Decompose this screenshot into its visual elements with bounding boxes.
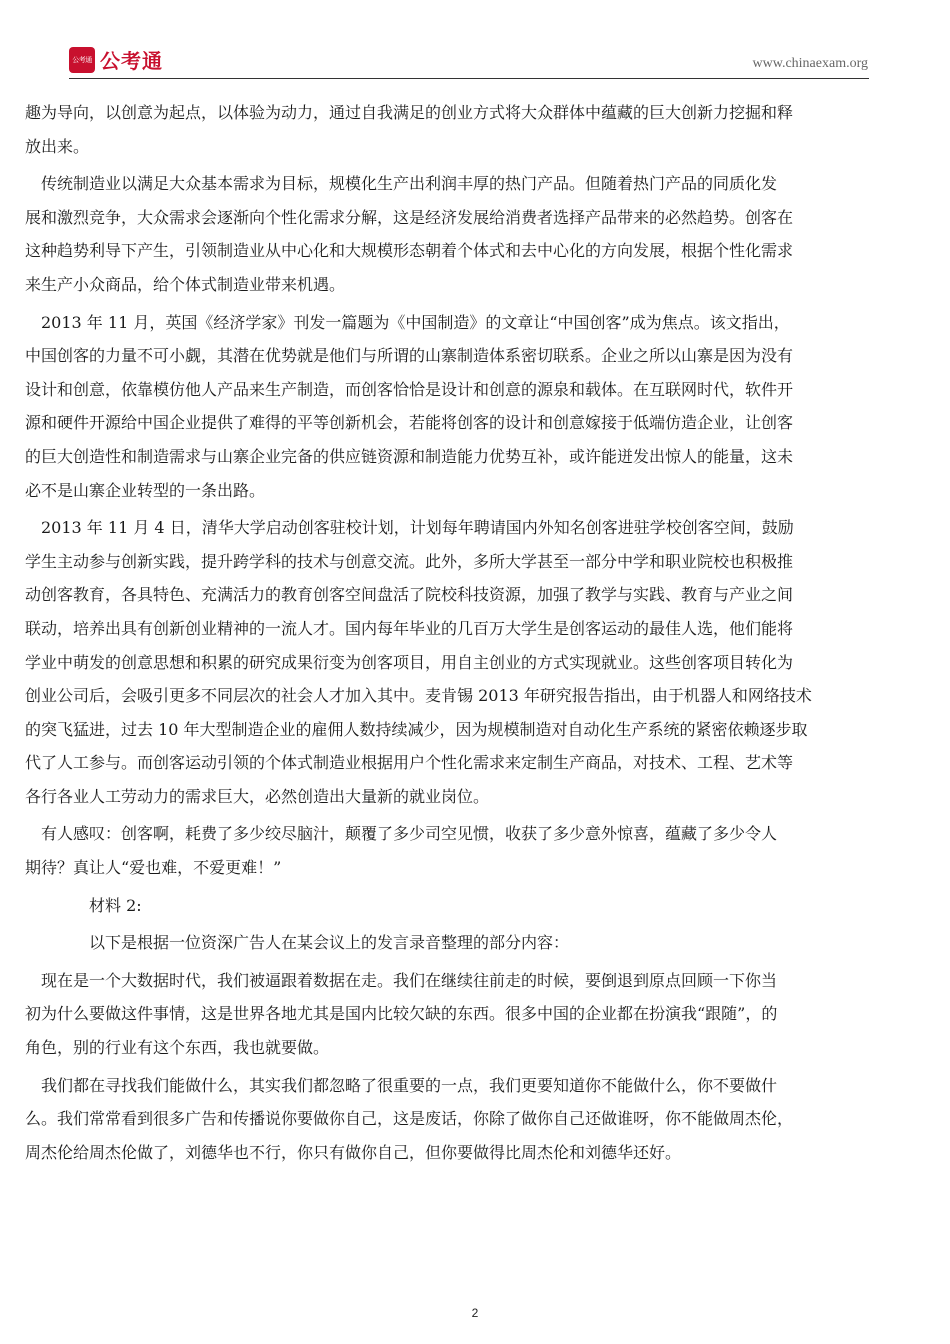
site-url-link[interactable]: www.chinaexam.org xyxy=(752,56,868,71)
text-line: 学业中萌发的创意思想和积累的研究成果衍变为创客项目，用自主创业的方式实现就业。这些创客项目转化为 xyxy=(25,652,794,672)
text-line: 设计和创意，依靠模仿他人产品来生产制造，而创客恰恰是设计和创意的源泉和载体。在互联网时代，软件开 xyxy=(25,379,794,399)
paragraph-p2 xyxy=(25,167,837,301)
text-line: 初为什么要做这件事情，这是世界各地尤其是国内比较欠缺的东西。很多中国的企业都在扮演我“跟随”，的 xyxy=(25,1004,778,1024)
paragraph-p9 xyxy=(25,1069,837,1170)
paragraph-p8 xyxy=(25,964,837,1065)
text-line: 来生产小众商品，给个体式制造业带来机遇。 xyxy=(25,274,346,294)
paragraph-p4 xyxy=(25,511,837,813)
text-line: 趣为导向，以创意为起点，以体验为动力，通过自我满足的创业方式将大众群体中蕴藏的巨大创新力挖掘和释 xyxy=(25,103,794,122)
text-line: 这种趋势利导下产生，引领制造业从中心化和大规模形态朝着个体式和去中心化的方向发展，根据个性化需求 xyxy=(25,241,794,261)
page-header xyxy=(0,0,950,80)
text-line: 传统制造业以满足大众基本需求为目标，规模化生产出利润丰厚的热门产品。但随着热门产品的同质化发 xyxy=(25,174,778,194)
document-body xyxy=(25,96,837,1173)
text-line: 必不是山寨企业转型的一条出路。 xyxy=(25,480,266,500)
text-line: 有人感叹：创客啊，耗费了多少绞尽脑汁，颠覆了多少司空见惯，收获了多少意外惊喜，蕴藏了多少令人 xyxy=(25,824,778,844)
text-line: 源和硬件开源给中国企业提供了难得的平等创新机会，若能将创客的设计和创意嫁接于低端仿造企业，让创客 xyxy=(25,413,794,433)
text-line: 我们都在寻找我们能做什么，其实我们都忽略了很重要的一点，我们更要知道你不能做什么，你不要做什 xyxy=(25,1075,778,1095)
text-line: 么。我们常常看到很多广告和传播说你要做你自己，这是废话，你除了做你自己还做谁呀，你不能做周杰伦， xyxy=(25,1109,794,1129)
text-line: 现在是一个大数据时代，我们被逼跟着数据在走。我们在继续往前走的时候，要倒退到原点回顾一下你当 xyxy=(25,970,778,990)
text-line: 动创客教育，各具特色、充满活力的教育创客空间盘活了院校科技资源，加强了教学与实践、教育与产业之间 xyxy=(25,585,794,605)
site-logo[interactable] xyxy=(69,45,163,74)
text-line: 的突飞猛进，过去 10 年大型制造企业的雇佣人数持续减少，因为规模制造对自动化生产系统的紧密依赖逐步取 xyxy=(25,719,808,739)
header-divider xyxy=(69,78,869,79)
text-line: 材料 2: xyxy=(25,895,142,915)
paragraph-p1 xyxy=(25,96,837,163)
text-line: 2013 年 11 月，英国《经济学家》刊发一篇题为《中国制造》的文章让“中国创客”成为焦点。该文指出， xyxy=(25,312,790,332)
text-line: 联动，培养出具有创新创业精神的一流人才。国内每年毕业的几百万大学生是创客运动的最佳人选，他们能将 xyxy=(25,618,794,638)
paragraph-p6 xyxy=(25,889,837,923)
text-line: 放出来。 xyxy=(25,136,90,156)
text-line: 2013 年 11 月 4 日，清华大学启动创客驻校计划，计划每年聘请国内外知名创客进驻学校创客空间，鼓励 xyxy=(25,518,794,538)
paragraph-p7 xyxy=(25,926,837,960)
text-line: 周杰伦给周杰伦做了，刘德华也不行，你只有做你自己，但你要做得比周杰伦和刘德华还好。 xyxy=(25,1142,682,1162)
text-line: 中国创客的力量不可小觑，其潜在优势就是他们与所谓的山寨制造体系密切联系。企业之所以山寨是因为没有 xyxy=(25,346,794,366)
text-line: 角色，别的行业有这个东西，我也就要做。 xyxy=(25,1038,330,1058)
text-line: 的巨大创造性和制造需求与山寨企业完备的供应链资源和制造能力优势互补，或许能迸发出惊人的能量，这未 xyxy=(25,446,794,466)
text-line: 创业公司后，会吸引更多不同层次的社会人才加入其中。麦肯锡 2013 年研究报告指出，由于机器人和网络技术 xyxy=(25,686,812,706)
paragraph-p5 xyxy=(25,817,837,884)
text-line: 期待？真让人“爱也难，不爱更难！” xyxy=(25,858,282,878)
logo-text: 公考通 xyxy=(100,49,163,73)
page-number: 2 xyxy=(471,1306,479,1320)
text-line: 学生主动参与创新实践，提升跨学科的技术与创意交流。此外，多所大学甚至一部分中学和职业院校也积极推 xyxy=(25,551,794,571)
paragraph-p3 xyxy=(25,306,837,508)
text-line: 代了人工参与。而创客运动引领的个体式制造业根据用户个性化需求来定制生产商品，对技术、工程、艺术等 xyxy=(25,753,794,773)
logo-badge-icon: 公考通 xyxy=(69,47,95,73)
text-line: 各行各业人工劳动力的需求巨大，必然创造出大量新的就业岗位。 xyxy=(25,786,490,806)
text-line: 以下是根据一位资深广告人在某会议上的发言录音整理的部分内容： xyxy=(25,933,570,953)
text-line: 展和激烈竞争，大众需求会逐渐向个性化需求分解，这是经济发展给消费者选择产品带来的必然趋势。创客在 xyxy=(25,207,794,227)
